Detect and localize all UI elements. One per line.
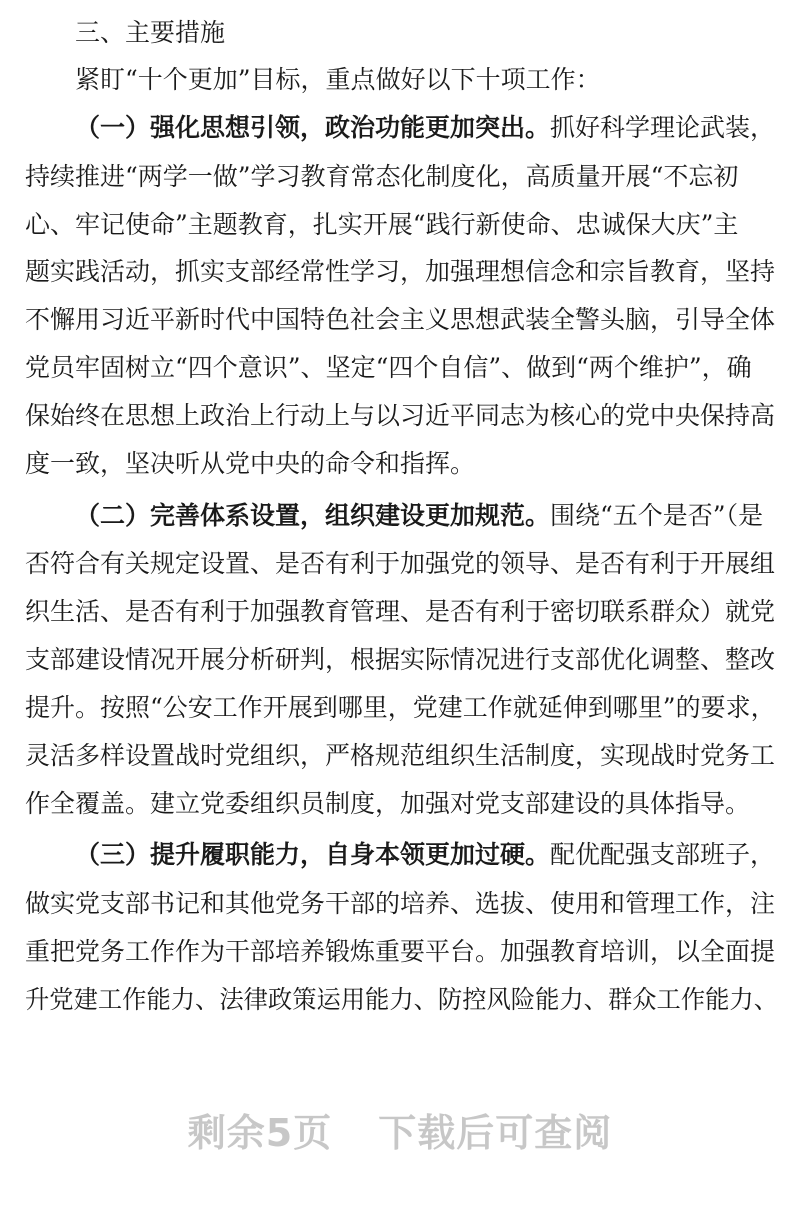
section-3-line: 重把党务工作作为干部培养锻炼重要平台。加强教育培训，以全面提: [25, 937, 776, 966]
section-1-line: 不懈用习近平新时代中国特色社会主义思想武装全警头脑，引导全体: [25, 305, 776, 334]
section-1-text: 抓好科学理论武装，: [550, 113, 776, 142]
section-2-line: 织生活、是否有利于加强教育管理、是否有利于密切联系群众）就党: [25, 597, 776, 626]
section-1-first-line: [0, 108, 800, 148]
section-heading: 三、主要措施: [75, 18, 226, 47]
section-3-line: 升党建工作能力、法律政策运用能力、防控风险能力、群众工作能力、: [25, 985, 779, 1014]
section-2-line: 作全覆盖。建立党委组织员制度，加强对党支部建设的具体指导。: [25, 789, 751, 818]
section-1-line: 持续推进“两学一做”学习教育常态化制度化，高质量开展“不忘初: [25, 162, 739, 191]
intro-line: 紧盯“十个更加”目标，重点做好以下十项工作：: [75, 65, 601, 94]
section-3-title: （三）提升履职能力，自身本领更加过硬。: [75, 840, 551, 869]
section-3-first-line: [0, 835, 800, 875]
section-2-first-line: [0, 496, 800, 536]
section-3-text: 配优配强支部班子，: [550, 840, 776, 869]
section-1-line: 党员牢固树立“四个意识”、坚定“四个自信”、做到“两个维护”，确: [25, 353, 752, 382]
section-1-line: 保始终在思想上政治上行动上与以习近平同志为核心的党中央保持高: [25, 401, 776, 430]
section-1-line: 题实践活动，抓实支部经常性学习，加强理想信念和宗旨教育，坚持: [25, 257, 776, 286]
section-1-line: 心、牢记使命”主题教育，扎实开展“践行新使命、忠诚保大庆”主: [25, 210, 739, 239]
section-2-line: 灵活多样设置战时党组织，严格规范组织生活制度，实现战时党务工: [25, 741, 776, 770]
section-2-title: （二）完善体系设置，组织建设更加规范。: [75, 501, 551, 530]
section-1-line: 度一致，坚决听从党中央的命令和指挥。: [25, 449, 476, 478]
section-1-title: （一）强化思想引领，政治功能更加突出。: [75, 113, 551, 142]
section-3-line: 做实党支部书记和其他党务干部的培养、选拔、使用和管理工作，注: [25, 889, 776, 918]
download-prompt[interactable]: [0, 1105, 800, 1161]
section-2-line: 支部建设情况开展分析研判，根据实际情况进行支部优化调整、整改: [25, 645, 776, 674]
remaining-pages-label[interactable]: 剩余5页: [187, 1111, 333, 1155]
section-2-line: 提升。按照“公安工作开展到哪里，党建工作就延伸到哪里”的要求，: [25, 693, 776, 722]
section-2-line: 否符合有关规定设置、是否有利于加强党的领导、是否有利于开展组: [25, 549, 776, 578]
section-2-text: 围绕“五个是否”（是: [550, 501, 764, 530]
download-to-view-label[interactable]: 下载后可查阅: [378, 1111, 613, 1155]
